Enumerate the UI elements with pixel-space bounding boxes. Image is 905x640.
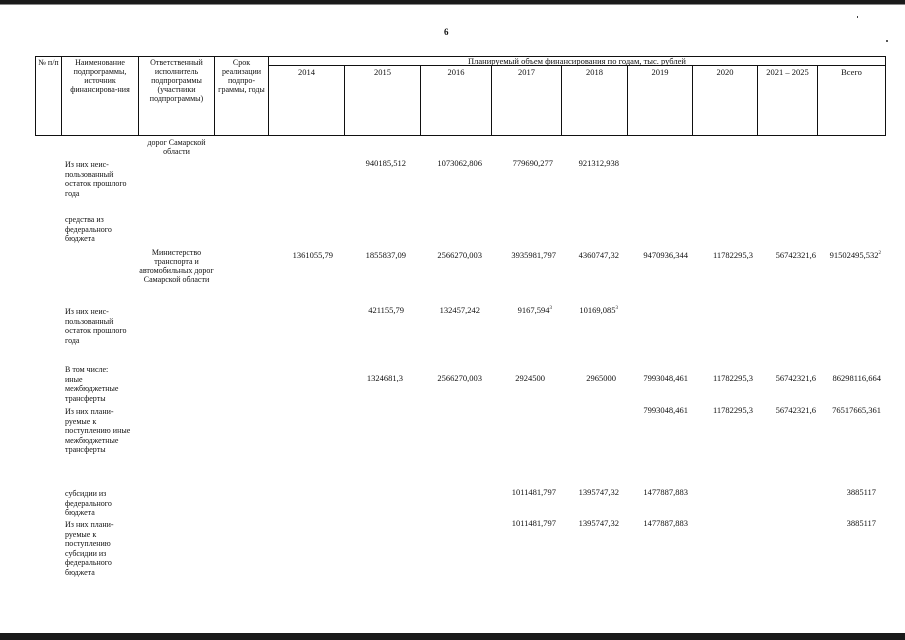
- row-label: субсидии из федерального бюджета: [65, 489, 112, 517]
- scan-border-bottom: [0, 633, 905, 640]
- year-2017: 2017: [518, 67, 535, 77]
- cell-2015: 940185,512: [365, 158, 406, 168]
- row-executor: Министерство транспорта и автомобильных дорог Самарской области: [139, 248, 214, 284]
- row-label: Из них неис-пользованный остаток прошлого года: [65, 160, 127, 198]
- cell-total: 86298116,664: [832, 373, 881, 383]
- footnote-mark: 2: [878, 251, 881, 257]
- year-2020: 2020: [716, 67, 734, 77]
- cell-2017: [492, 305, 552, 315]
- cell-2019: 1477887,883: [643, 518, 688, 528]
- cell-2018: [562, 305, 618, 315]
- row-label-prefix: В том числе:: [65, 365, 109, 374]
- cell-2021-2025: 56742321,6: [775, 250, 816, 260]
- scan-border-top-line: [0, 4, 905, 5]
- cell-2014: 1361055,79: [292, 250, 333, 260]
- year-2015: 2015: [374, 67, 391, 77]
- row-label: средства из федерального бюджета: [65, 215, 112, 243]
- cell-2015: 1855837,09: [365, 250, 406, 260]
- cell-2019: 7993048,461: [643, 405, 688, 415]
- cell-2020: 11782295,3: [712, 405, 753, 415]
- cell-2016: 1073062,806: [437, 158, 482, 168]
- year-2021-2025: 2021 – 2025: [766, 67, 809, 77]
- cell-2015: 1324681,3: [366, 373, 403, 383]
- cell-2018: 4360747,32: [578, 250, 619, 260]
- year-2016: 2016: [447, 67, 465, 77]
- cell-2019: 7993048,461: [643, 373, 688, 383]
- row-label: Из них неис-пользованный остаток прошлого года: [65, 307, 127, 345]
- cell-total: 3885117: [846, 518, 876, 528]
- cell-2019: 9470936,344: [643, 250, 688, 260]
- cell-2021-2025: 56742321,6: [775, 373, 816, 383]
- cell-2020: 11782295,3: [712, 250, 753, 260]
- cell-2017: 2924500: [515, 373, 545, 383]
- cell-2016: 2566270,003: [437, 373, 482, 383]
- header-border-bottom: [35, 135, 886, 136]
- header-planned: Планируемый объем финансирования по годам, тыс. рублей: [468, 56, 686, 66]
- footnote-mark: 3: [549, 306, 552, 312]
- cell-2016: 2566270,003: [437, 250, 482, 260]
- scan-speck: [886, 40, 888, 42]
- cell-2018: 1395747,32: [578, 518, 619, 528]
- cell-2017-value: 9167,594: [517, 305, 550, 315]
- page-number: 6: [444, 27, 449, 37]
- footnote-mark: 3: [615, 306, 618, 312]
- cell-total: 3885117: [846, 487, 876, 497]
- cell-2017: 3935981,797: [511, 250, 556, 260]
- row-label: Из них плани-руемые к поступлению иные межбюджетные трансферты: [65, 407, 131, 454]
- header-num: № п/п: [38, 58, 59, 67]
- row-label: иные межбюджетные трансферты: [65, 374, 119, 403]
- cell-2018: 1395747,32: [578, 487, 619, 497]
- cell-2020: 11782295,3: [712, 373, 753, 383]
- cell-2017: 1011481,797: [511, 487, 556, 497]
- cell-2021-2025: 56742321,6: [775, 405, 816, 415]
- cell-2019: 1477887,883: [643, 487, 688, 497]
- cell-2017: 779690,277: [512, 158, 553, 168]
- header-term: Срок реализации подпро-граммы, годы: [218, 58, 265, 94]
- cell-2018: 2965000: [586, 373, 616, 383]
- year-2019: 2019: [651, 67, 669, 77]
- year-total: Всего: [841, 67, 862, 77]
- cell-2016: 132457,242: [439, 305, 480, 315]
- cell-2018-value: 10169,085: [579, 305, 616, 315]
- cell-2015: 421155,79: [368, 305, 404, 315]
- year-2014: 2014: [298, 67, 315, 77]
- header-name: Наименование подпрограммы, источник финансирова-ния: [70, 58, 130, 94]
- header-executor: Ответственный исполнитель подпрограммы (участники подпрограммы): [149, 58, 204, 103]
- cell-2017: 1011481,797: [511, 518, 556, 528]
- cell-total: [818, 250, 881, 260]
- row-label: Из них плани-руемые к поступлению субсидии из федерального бюджета: [65, 520, 114, 577]
- executor-continued: дорог Самарской области: [147, 138, 206, 156]
- cell-2018: 921312,938: [578, 158, 619, 168]
- col-line: [885, 56, 886, 136]
- col-line: [35, 56, 36, 136]
- cell-total-value: 91502495,532: [829, 250, 879, 260]
- scan-speck: [857, 16, 858, 18]
- year-2018: 2018: [586, 67, 603, 77]
- cell-total: 76517665,361: [832, 405, 881, 415]
